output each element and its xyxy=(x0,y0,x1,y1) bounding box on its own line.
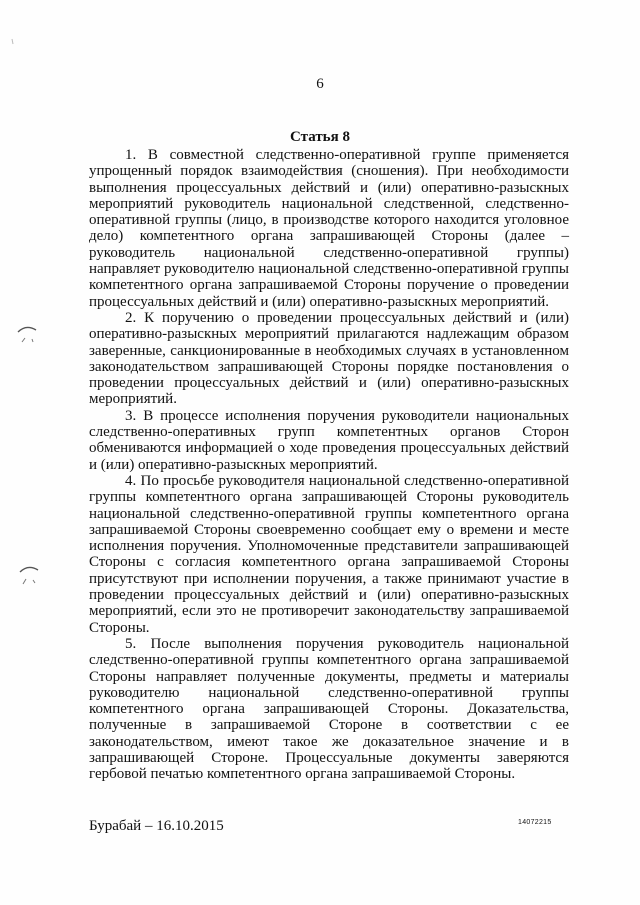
binding-hole-mark xyxy=(16,322,40,348)
paragraph-5: 5. После выполнения поручения руководитель национальной следственно-оперативной группы компетентного органа запрашиваемой Стороны направляет полученные документы, предметы и материалы руководителю национальной следственно-оперативной группы компетентного органа запрашивающей Стороны. Доказательства, полученные в запрашиваемой Стороне в соответствии с ее законодательством, имеют такое же доказательное значение и в запрашивающей Стороне. Процессуальные документы заверяются гербовой печатью компетентного органа запрашиваемой Стороны. xyxy=(89,635,569,783)
article-body xyxy=(89,147,569,783)
footer-place-date: Бурабай – 16.10.2015 xyxy=(89,818,224,834)
paragraph-2: 2. К поручению о проведении процессуальных действий и (или) оперативно-разыскных мероприятий прилагаются надлежащим образом заверенные, санкционированные в необходимых случаях в установленном законодательством запрашивающей Стороны порядке постановления о проведении процессуальных действий и (или) оперативно-разыскных мероприятий. xyxy=(89,309,569,408)
scan-speck-mark xyxy=(10,38,16,46)
binding-hole-mark xyxy=(18,562,42,588)
page-number: 6 xyxy=(316,76,324,92)
article-title: Статья 8 xyxy=(290,129,350,145)
paragraph-4: 4. По просьбе руководителя национальной следственно-оперативной группы компетентного органа запрашивающей Стороны руководитель национальной следственно-оперативной группы компетентного органа запрашиваемой Стороны своевременно сообщает ему о времени и месте исполнения поручения. Уполномоченные представители запрашивающей Стороны с согласия компетентного органа запрашиваемой Стороны присутствуют при исполнении поручения, а также принимают участие в проведении процессуальных действий и (или) оперативно-разыскных мероприятий, если это не противоречит законодательству запрашиваемой Стороны. xyxy=(89,472,569,636)
document-code: 14072215 xyxy=(518,819,552,826)
paragraph-1: 1. В совместной следственно-оперативной группе применяется упрощенный порядок взаимодействия (сношения). При необходимости выполнения процессуальных действий и (или) оперативно-разыскных мероприятий руководитель национальной следственной, следственно-оперативной группы (лицо, в производстве которого находится уголовное дело) компетентного органа запрашивающей Стороны (далее – руководитель национальной следственно-оперативной группы) направляет руководителю национальной следственно-оперативной группы компетентного органа запрашиваемой Стороны поручение о проведении процессуальных действий и (или) оперативно-разыскных мероприятий. xyxy=(89,147,569,310)
paragraph-3: 3. В процессе исполнения поручения руководители национальных следственно-оперативных групп компетентных органов Сторон обмениваются информацией о ходе проведения процессуальных действий и (или) оперативно-разыскных мероприятий. xyxy=(89,407,569,473)
